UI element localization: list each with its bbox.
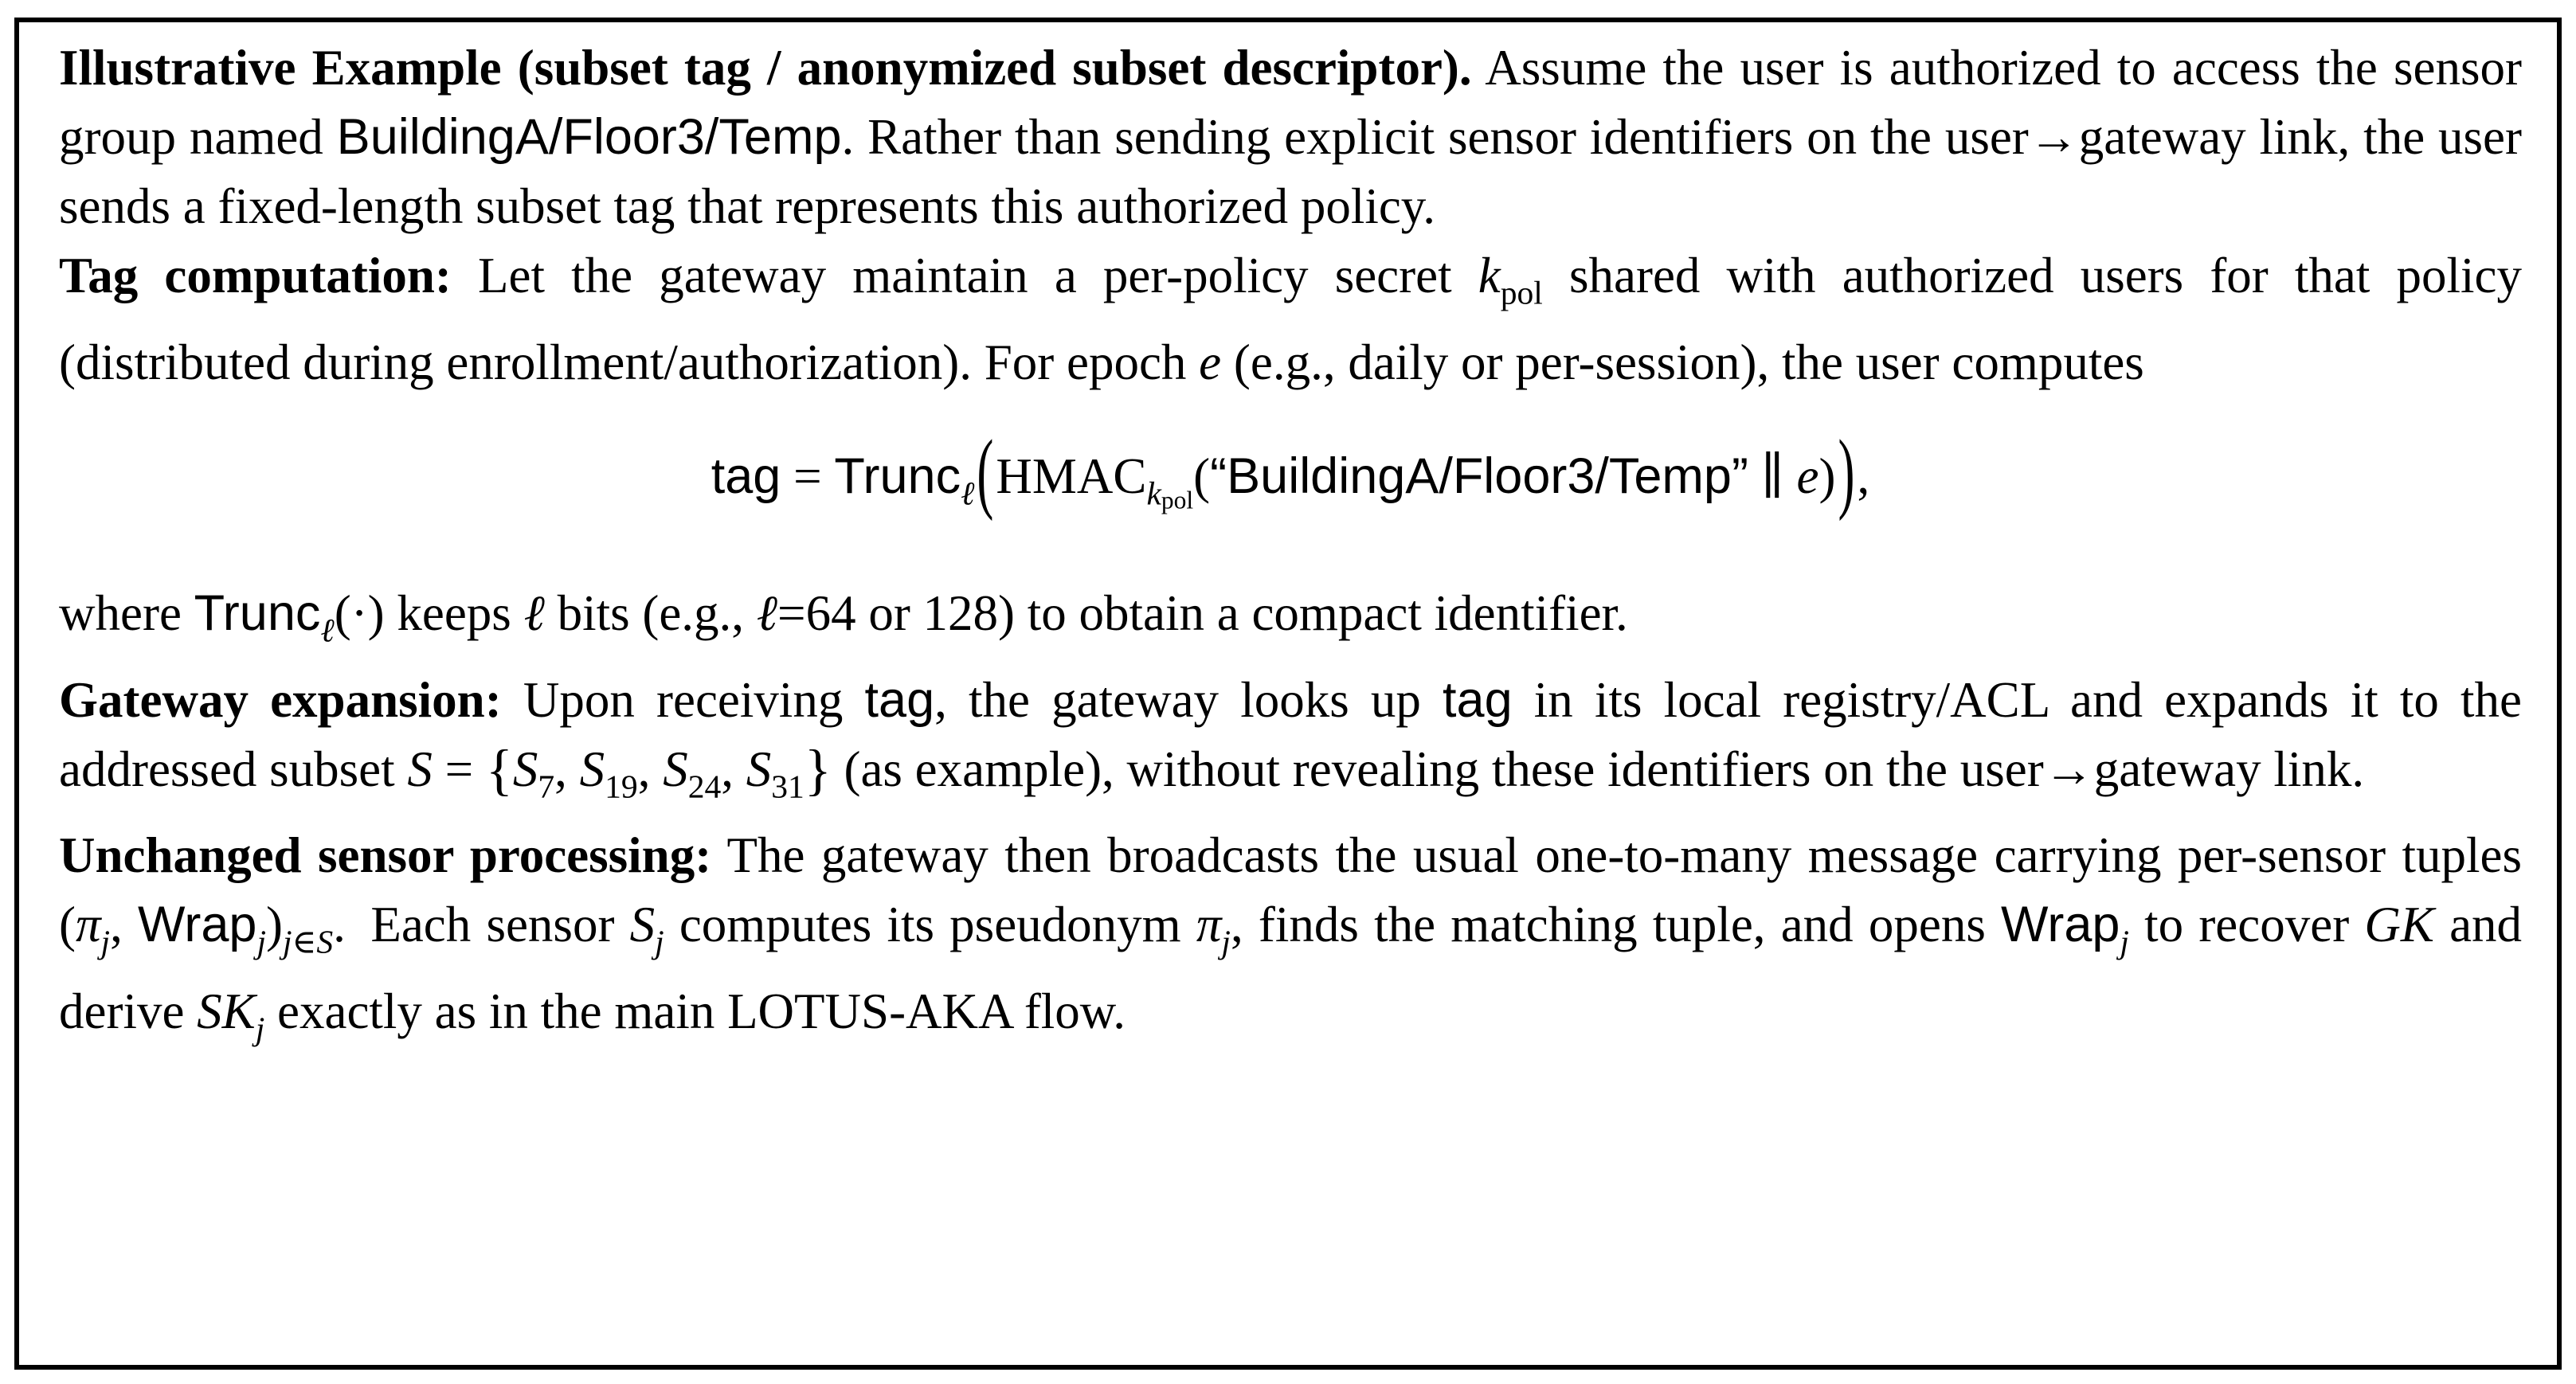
text-run: ( xyxy=(1193,448,1211,504)
text-run: S xyxy=(663,741,688,797)
text-run: and derive xyxy=(59,897,2523,1039)
equation-tag-definition xyxy=(59,420,2522,535)
text-run: tag xyxy=(864,671,935,728)
text-run: π xyxy=(1196,897,1222,953)
text-run: bits (e.g., xyxy=(544,585,757,642)
text-run: 31 xyxy=(771,768,805,805)
text-run: (e.g., daily or per-session), the user computes xyxy=(1221,334,2144,390)
text-run: ℓ xyxy=(756,585,778,642)
text-run: . Rather than sending explicit sensor identifiers on the user→gateway link, the user sends a fixed-length subset tag that represents this authorized policy. xyxy=(59,109,2522,234)
text-run: Let the gateway maintain a per-policy secret xyxy=(451,248,1478,303)
illustrative-example-box xyxy=(14,18,2562,1370)
text-run: BuildingA/Floor3/Temp xyxy=(336,109,842,165)
text-run: The gateway then broadcasts the usual one-to-many message carrying per-sensor tuples ( xyxy=(59,827,2522,953)
text-run: π xyxy=(75,897,101,953)
text-run: = xyxy=(432,741,486,797)
text-run: ℓ xyxy=(961,475,975,512)
text-run: , xyxy=(721,741,746,797)
text-run: , finds the matching tuple, and opens xyxy=(1230,897,2002,953)
text-run: in its local registry/ACL and expands it to the addressed subset xyxy=(59,671,2523,797)
text-run: S xyxy=(746,741,772,797)
text-run: , xyxy=(1857,448,1870,504)
text-run: S xyxy=(579,741,605,797)
text-run: , the gateway looks up xyxy=(934,671,1443,728)
text-run: = xyxy=(781,448,835,504)
text-run: . Each sensor xyxy=(333,897,630,953)
text-run: k xyxy=(1146,475,1161,512)
text-run: GK xyxy=(2364,897,2434,953)
text-run: ( xyxy=(977,420,994,522)
text-run: ) xyxy=(1838,420,1855,522)
text-run: SK xyxy=(197,983,256,1039)
text-run: 24 xyxy=(687,768,722,805)
text-run: j xyxy=(655,923,664,960)
text-run: tag xyxy=(711,448,781,504)
text-run: where xyxy=(59,585,194,642)
text-run: Illustrative Example (subset tag / anonymized subset descriptor). xyxy=(59,40,1472,96)
text-run: tag xyxy=(1443,671,1513,728)
text-run: ℓ xyxy=(523,585,545,642)
text-run: { xyxy=(485,739,513,802)
text-run: j xyxy=(1221,923,1231,960)
text-run: , xyxy=(110,897,139,953)
text-run: ∥ xyxy=(1748,448,1797,504)
text-run: shared with authorized users for that policy (distributed during enrollment/authorization). For epoch xyxy=(59,248,2522,390)
text-run: Wrap xyxy=(2001,897,2120,953)
text-run: e xyxy=(1796,448,1819,504)
text-run: to recover xyxy=(2128,897,2365,953)
text-run: j∈S xyxy=(282,923,334,960)
text-run: } xyxy=(804,739,832,802)
text-run: Assume the user is authorized to access the sensor group named xyxy=(59,40,2522,165)
text-run: e xyxy=(1199,334,1222,390)
text-run: S xyxy=(407,741,433,797)
text-run: 7 xyxy=(538,768,555,805)
text-run: Upon receiving xyxy=(501,671,865,728)
text-run: j xyxy=(100,923,111,960)
text-run: j xyxy=(256,923,266,960)
text-run: Trunc xyxy=(194,585,321,642)
text-run: pol xyxy=(1500,274,1543,311)
text-run: (·) keeps xyxy=(334,585,524,642)
text-run: j xyxy=(255,1010,265,1047)
text-run: j xyxy=(2120,923,2129,960)
text-run: S xyxy=(512,741,538,797)
text-run: 19 xyxy=(605,768,638,805)
text-run: Wrap xyxy=(138,897,257,953)
text-run: Tag computation: xyxy=(59,248,452,303)
text-run: exactly as in the main LOTUS-AKA flow. xyxy=(264,983,1126,1039)
text-run: S xyxy=(629,897,656,953)
text-run: ) xyxy=(1818,448,1836,504)
text-run: Unchanged sensor processing: xyxy=(59,827,712,884)
text-run: pol xyxy=(1161,486,1194,514)
text-run: Gateway expansion: xyxy=(59,671,502,728)
paragraph-gateway-expansion xyxy=(59,666,2522,822)
paragraph-tag-computation xyxy=(59,241,2522,397)
text-run: , xyxy=(554,741,580,797)
text-run: (as example), without revealing these identifiers on the user→gateway link. xyxy=(831,741,2365,797)
text-run: ) xyxy=(266,897,283,953)
text-run: , xyxy=(637,741,664,797)
paragraph-sensor-processing xyxy=(59,821,2522,1063)
text-run: computes its pseudonym xyxy=(664,897,1196,953)
paragraph-trunc-note xyxy=(59,579,2522,666)
text-run: =64 or 128) to obtain a compact identifier. xyxy=(777,585,1628,642)
text-run: k xyxy=(1478,248,1501,303)
text-run: HMAC xyxy=(996,448,1147,504)
text-run: Trunc xyxy=(834,448,961,504)
text-run: ℓ xyxy=(320,612,335,649)
paragraph-intro xyxy=(59,33,2522,241)
text-run: “BuildingA/Floor3/Temp” xyxy=(1210,448,1748,504)
